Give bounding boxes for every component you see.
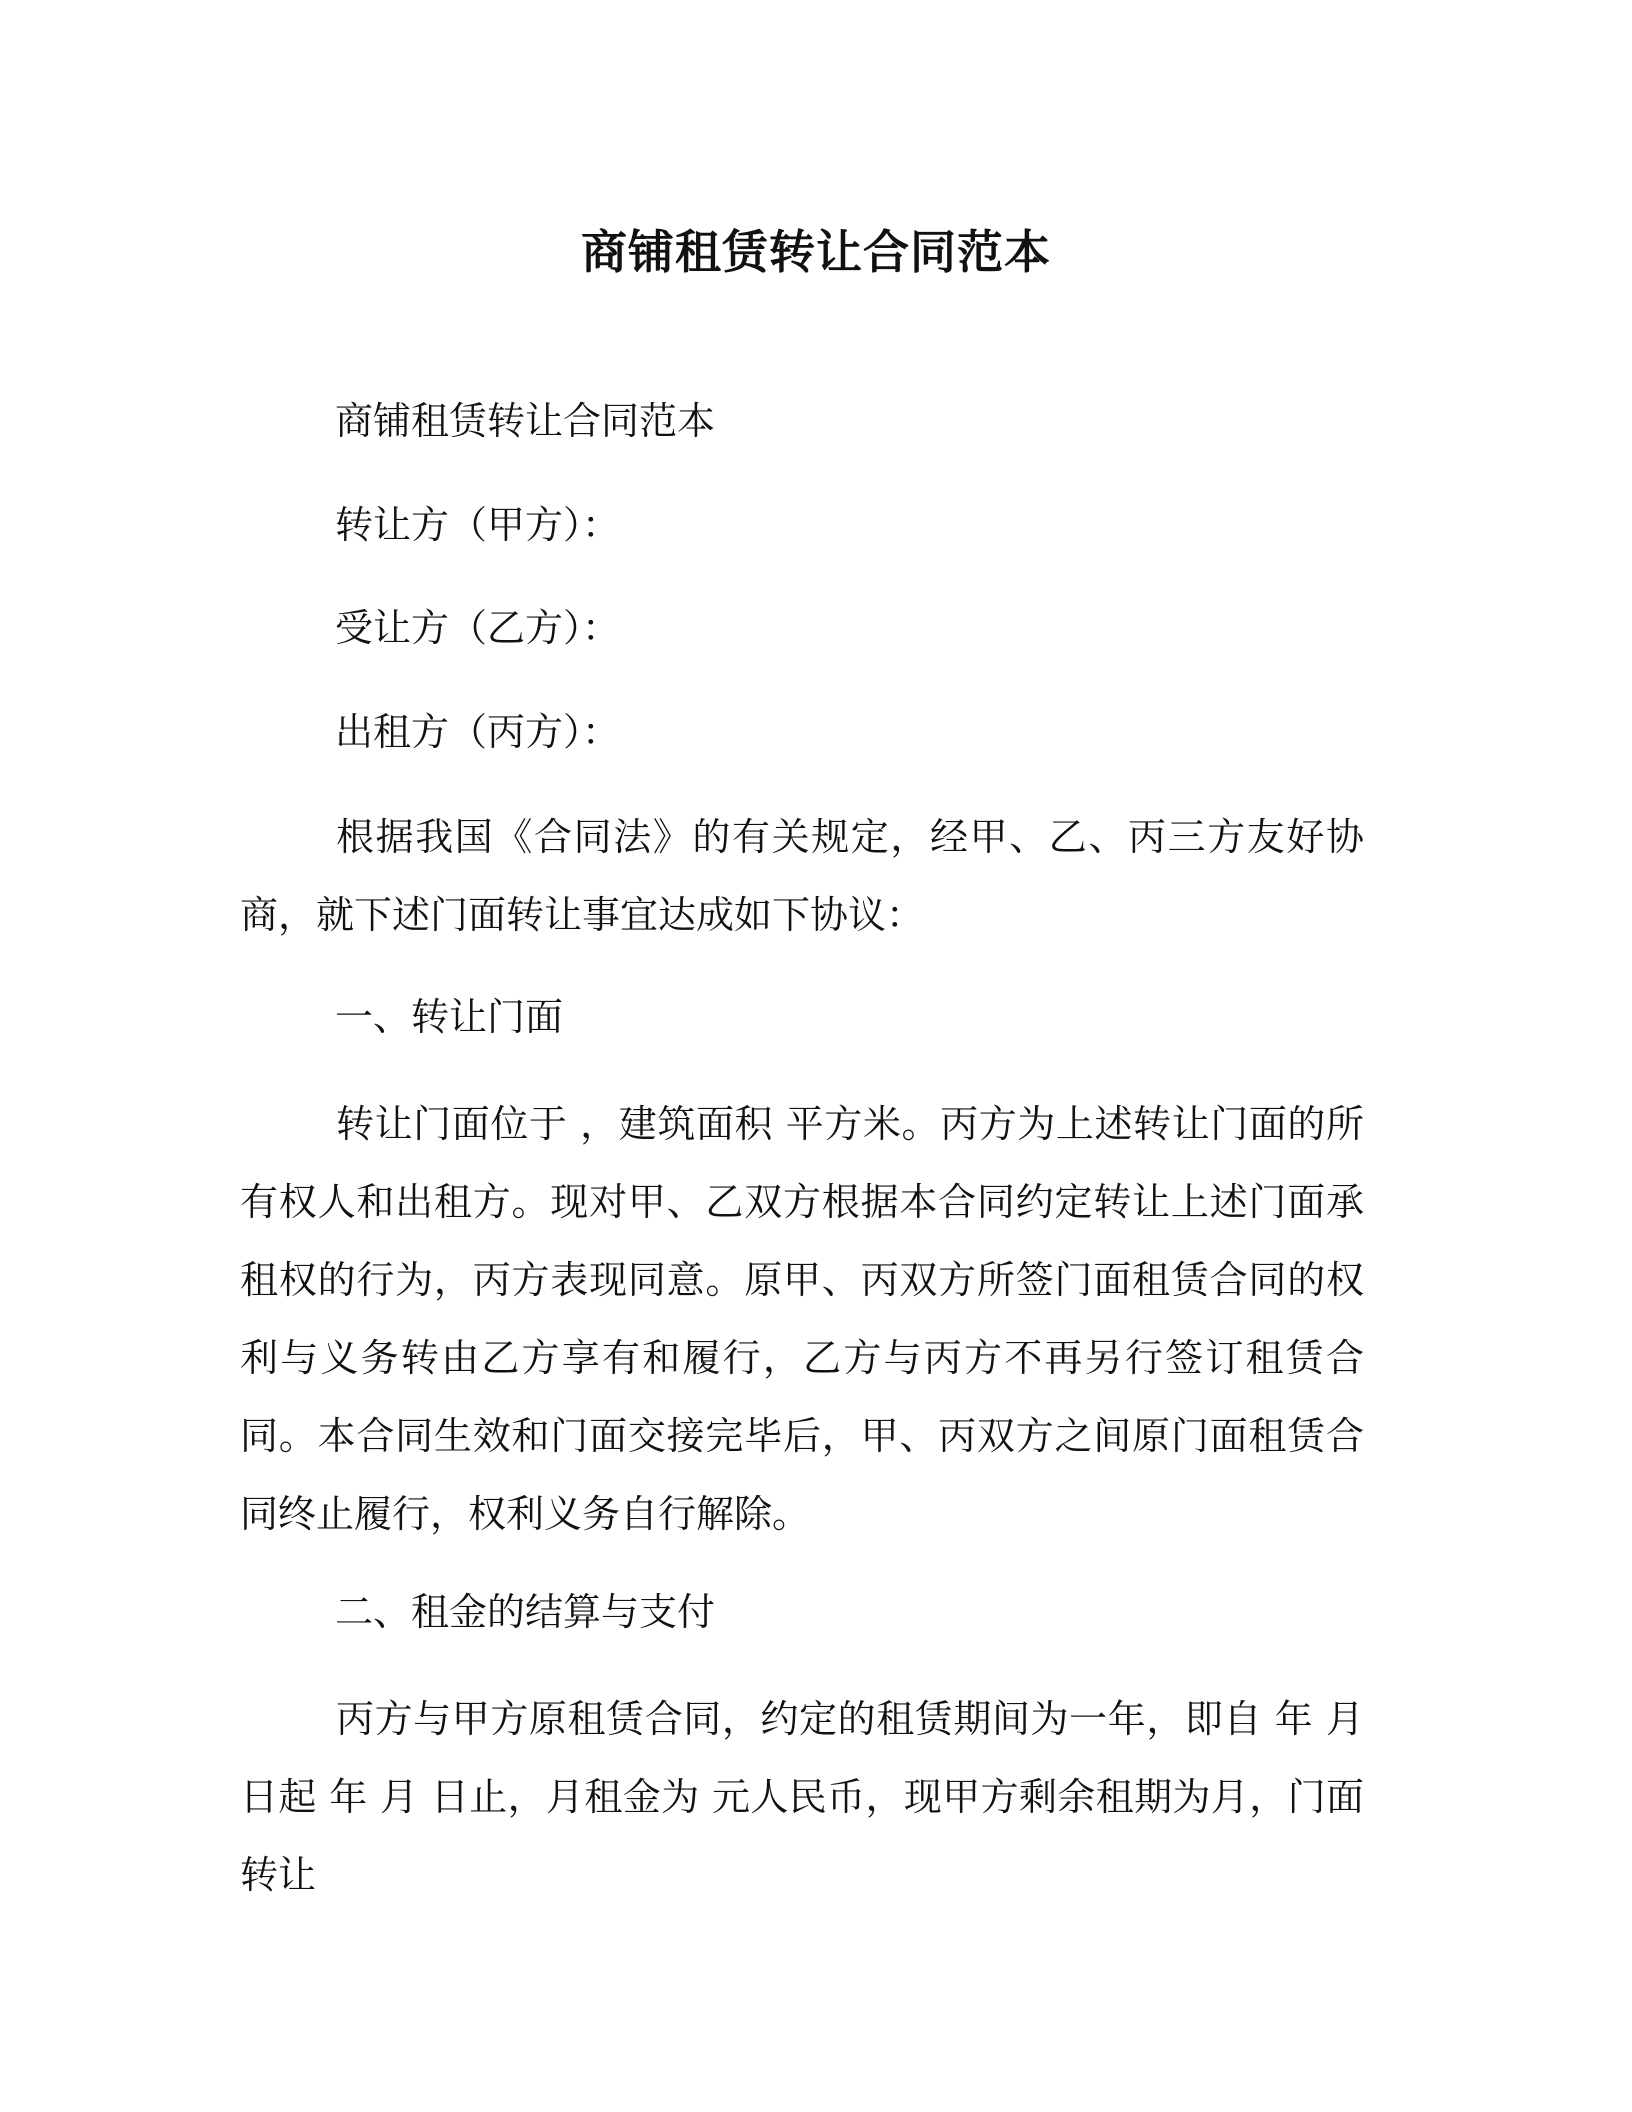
- section-body: 转让门面位于 ，建筑面积 平方米。丙方为上述转让门面的所有权人和出租方。现对甲、乙双方根据本合同约定转让上述门面承租权的行为，丙方表现同意。原甲、丙双方所签门面租赁合同的权利与义务转由乙方享有和履行，乙方与丙方不再另行签订租赁合同。本合同生效和门面交接完毕后，甲、丙双方之间原门面租赁合同终止履行，权利义务自行解除。: [240, 1102, 1364, 1536]
- document-subtitle: 商铺租赁转让合同范本: [335, 399, 716, 443]
- section-heading: 一、转让门面: [335, 995, 564, 1039]
- party-transferor: 转让方（甲方）：: [335, 503, 621, 547]
- party-transferee: 受让方（乙方）：: [335, 606, 621, 650]
- preamble-paragraph: 根据我国《合同法》的有关规定，经甲、乙、丙三方友好协商，就下述门面转让事宜达成如下协议：: [240, 815, 1364, 937]
- section-body: 丙方与甲方原租赁合同，约定的租赁期间为一年，即自 年 月 日起 年 月 日止，月租金为 元人民币，现甲方剩余租期为月，门面转让: [240, 1697, 1364, 1897]
- document-title: 商铺租赁转让合同范本: [581, 225, 1051, 279]
- section-heading: 二、租金的结算与支付: [335, 1590, 716, 1634]
- party-lessor: 出租方（丙方）：: [335, 710, 621, 754]
